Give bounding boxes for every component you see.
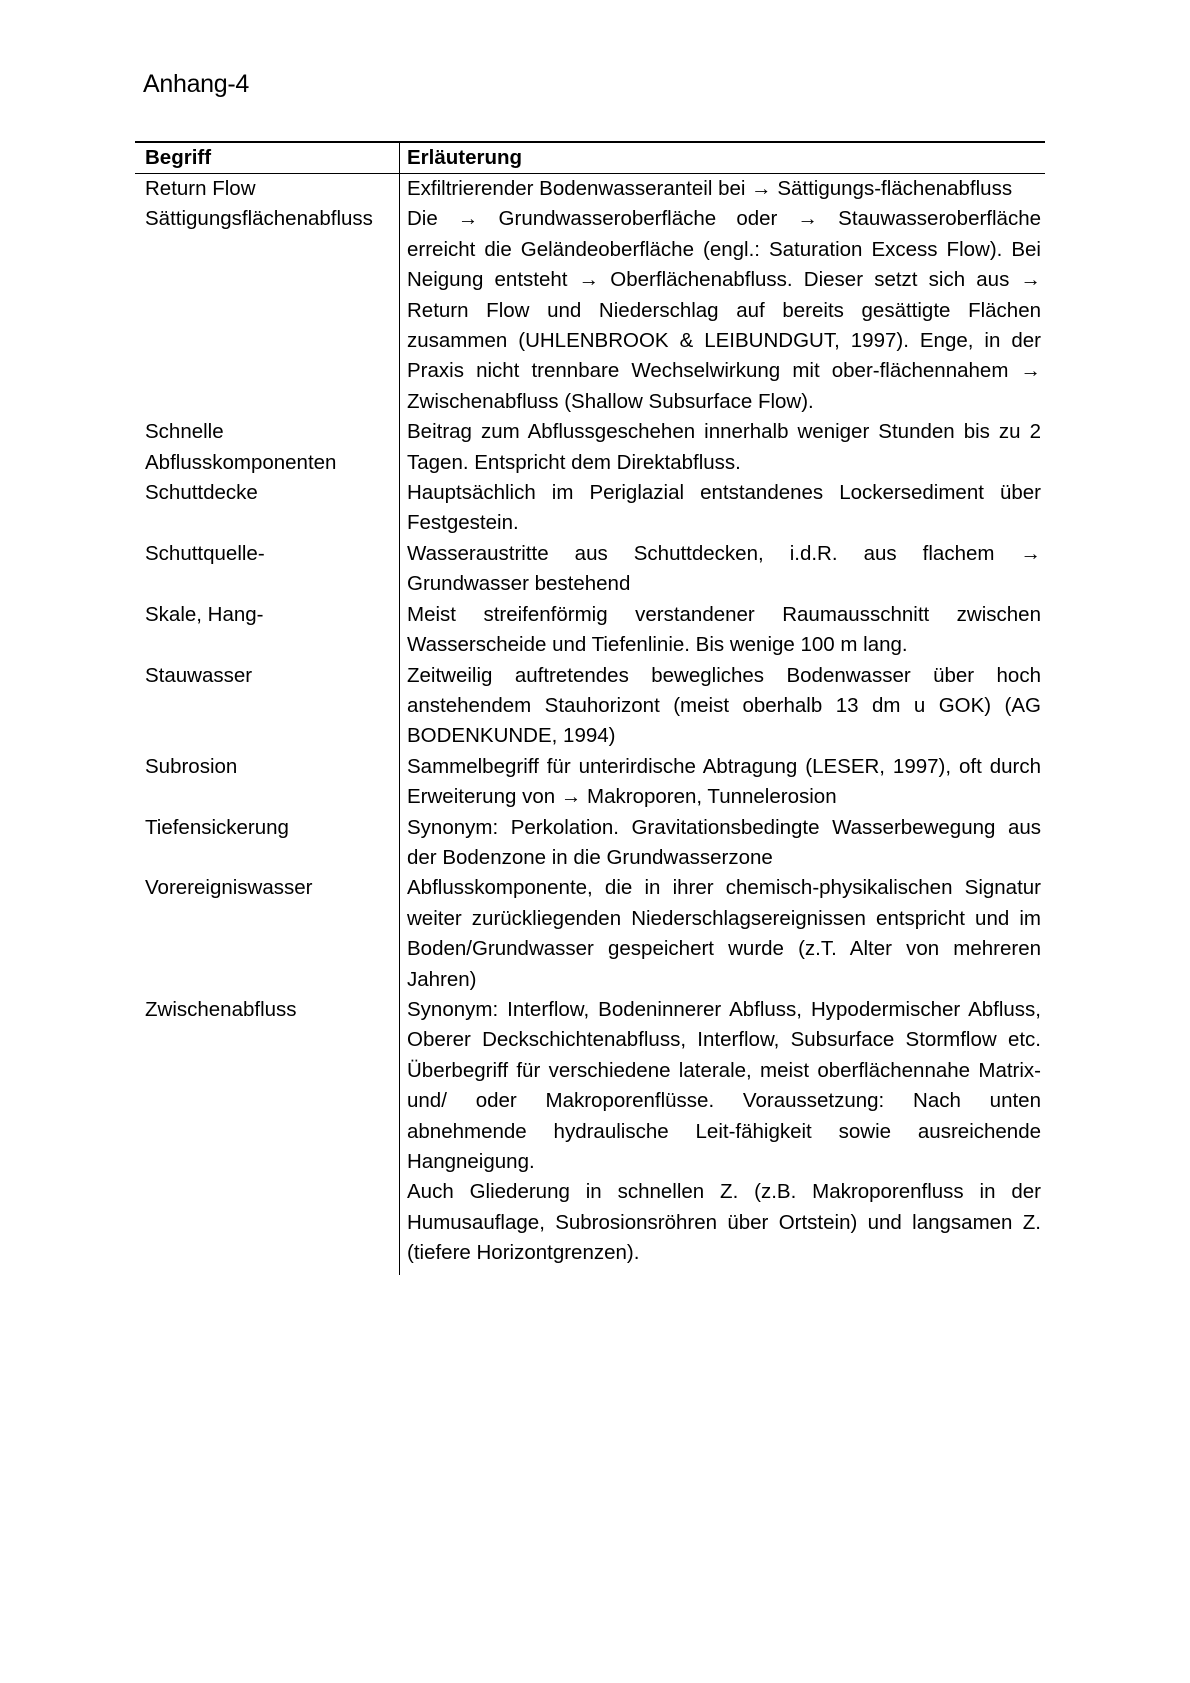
- term-text: Sättigungsflächenabfluss: [145, 207, 373, 231]
- table-row: [135, 174, 1045, 205]
- term-cell: [135, 661, 400, 752]
- table-row: [135, 600, 1045, 661]
- table-row: [135, 478, 1045, 539]
- definition-paragraph: Abflusskomponente, die in ihrer chemisch-physikalischen Signatur weiter zurückliegenden Niederschlagsereignissen entspricht und im Boden/Grundwasser gespeichert wurde (z.T. Alter von mehreren Jahren): [407, 876, 1041, 991]
- definition-paragraph: Zeitweilig auftretendes bewegliches Bodenwasser über hoch anstehendem Stauhorizont (meist oberhalb 13 dm u GOK) (AG BODENKUNDE, 1994): [407, 663, 1041, 748]
- definition-paragraph: Exfiltrierender Bodenwasseranteil bei → Sättigungs-flächenabfluss: [407, 177, 1013, 200]
- term-cell: [135, 873, 400, 995]
- term-text: Return Flow: [145, 177, 256, 200]
- term-text: Subrosion: [145, 754, 238, 778]
- definition-paragraph: Sammelbegriff für unterirdische Abtragung (LESER, 1997), oft durch Erweiterung von → Makroporen, Tunnelerosion: [407, 754, 1041, 809]
- definition-paragraph: Meist streifenförmig verstandener Raumausschnitt zwischen Wasserscheide und Tiefenlinie. Bis wenige 100 m lang.: [407, 602, 1041, 657]
- term-cell: [135, 752, 400, 813]
- table-row: [135, 204, 1045, 417]
- definition-paragraph: Synonym: Perkolation. Gravitationsbedingte Wasserbewegung aus der Bodenzone in die Grundwasserzone: [407, 815, 1041, 869]
- term-text: Abflusskomponenten: [145, 450, 337, 474]
- column-header-explanation: Erläuterung: [400, 142, 1046, 174]
- term-cell: [135, 813, 400, 874]
- definition-paragraph: Beitrag zum Abflussgeschehen innerhalb weniger Stunden bis zu 2 Tagen. Entspricht dem Direktabfluss.: [407, 420, 1041, 474]
- definition-cell: [400, 478, 1046, 539]
- page-header: Anhang-4: [143, 70, 250, 98]
- table-row: [135, 873, 1045, 995]
- definition-cell: [400, 417, 1046, 478]
- definition-paragraph: Synonym: Interflow, Bodeninnerer Abfluss, Hypodermischer Abfluss, Oberer Deckschichtenabfluss, Interflow, Subsurface Stormflow etc. Überbegriff für verschiedene laterale, meist oberflächennahe Matrix- und/ oder Makroporenflüsse. Voraussetzung: Nach unten abnehmende hydraulische Leit-fähigkeit sowie ausreichende Hangneigung.: [407, 997, 1041, 1173]
- term-text: Tiefensickerung: [145, 815, 289, 839]
- term-cell: [135, 995, 400, 1275]
- definition-cell: [400, 204, 1046, 417]
- definition-cell: [400, 813, 1046, 874]
- definition-paragraph: Auch Gliederung in schnellen Z. (z.B. Makroporenfluss in der Humusauflage, Subrosionsröhren über Ortstein) und langsamen Z. (tiefere Horizontgrenzen).: [407, 1180, 1041, 1265]
- definition-paragraph: Hauptsächlich im Periglazial entstandenes Lockersediment über Festgestein.: [407, 481, 1041, 535]
- table-row: [135, 417, 1045, 478]
- definition-paragraph: Die → Grundwasseroberfläche oder → Stauwasseroberfläche erreicht die Geländeoberfläche (engl.: Saturation Excess Flow). Bei Neigung entsteht → Oberflächenabfluss. Dieser setzt sich aus → Return Flow und Niederschlag auf bereits gesättigte Flächen zusammen (UHLENBROOK & LEIBUNDGUT, 1997). Enge, in der Praxis nicht trennbare Wechselwirkung mit ober-flächennahem → Zwischenabfluss (Shallow Subsurface Flow).: [407, 207, 1041, 413]
- column-header-term: Begriff: [135, 142, 400, 174]
- term-cell: [135, 600, 400, 661]
- term-cell: [135, 539, 400, 600]
- term-text: Schuttquelle-: [145, 541, 265, 565]
- term-text: Zwischenabfluss: [145, 997, 297, 1021]
- definition-cell: [400, 873, 1046, 995]
- term-text: Skale, Hang-: [145, 602, 264, 626]
- definition-cell: [400, 752, 1046, 813]
- term-text: Vorereigniswasser: [145, 876, 313, 900]
- definition-cell: [400, 995, 1046, 1275]
- term-text: Stauwasser: [145, 663, 253, 687]
- term-cell: [135, 174, 400, 205]
- table-row: [135, 813, 1045, 874]
- definition-paragraph: Wasseraustritte aus Schuttdecken, i.d.R. aus flachem → Grundwasser bestehend: [407, 541, 1041, 596]
- glossary-table: [135, 141, 1045, 1275]
- table-row: [135, 661, 1045, 752]
- table-row: [135, 995, 1045, 1275]
- term-cell: [135, 417, 400, 478]
- table-row: [135, 752, 1045, 813]
- definition-cell: [400, 539, 1046, 600]
- table-row: [135, 539, 1045, 600]
- term-cell: [135, 204, 400, 417]
- definition-cell: [400, 174, 1046, 205]
- term-text: Schnelle: [145, 420, 224, 444]
- term-cell: [135, 478, 400, 539]
- glossary-body: [135, 174, 1045, 1275]
- table-header-row: [135, 142, 1045, 174]
- definition-cell: [400, 661, 1046, 752]
- definition-cell: [400, 600, 1046, 661]
- term-text: Schuttdecke: [145, 481, 258, 505]
